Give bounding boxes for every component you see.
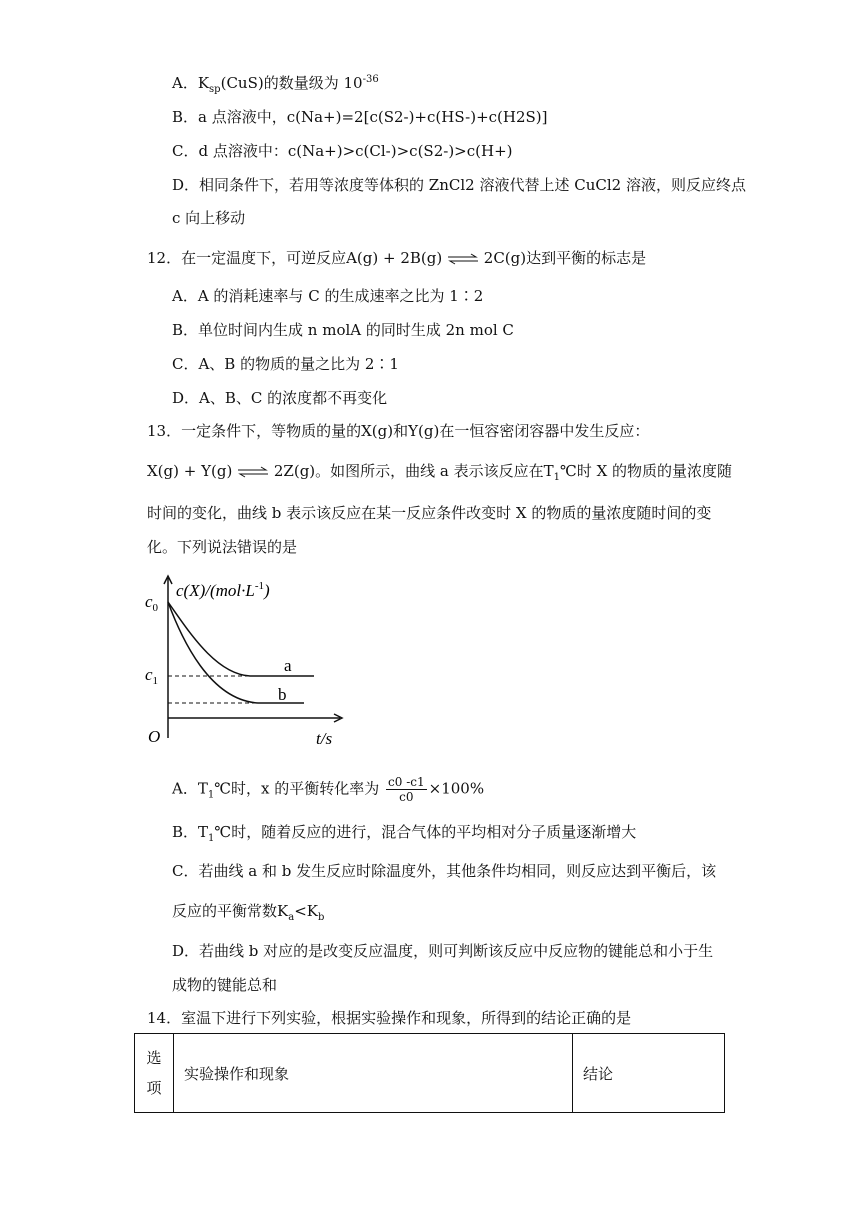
x-axis-label: t/s (316, 729, 333, 748)
q14-stem: 14．室温下进行下列实验，根据实验操作和现象，所得到的结论正确的是 (147, 1009, 632, 1027)
q13-option-d-line1: D．若曲线 b 对应的是改变反应温度，则可判断该反应中反应物的键能总和小于生 (172, 942, 714, 960)
q11-option-b: B．a 点溶液中，c(Na+)=2[c(S2-)+c(HS-)+c(H2S)] (172, 108, 548, 126)
q12-option-b: B．单位时间内生成 n molA 的同时生成 2n mol C (172, 321, 514, 339)
q13-stem-line1: 13．一定条件下，等物质的量的X(g)和Y(g)在一恒容密闭容器中发生反应： (147, 422, 650, 440)
curve-a-label: a (284, 656, 292, 675)
equilibrium-arrow-icon (447, 253, 479, 265)
q11-option-a: A．$K_{sp}(CuS)$的数量级为 $10^{-36}$ (172, 74, 379, 95)
q12-option-a: A．A 的消耗速率与 C 的生成速率之比为 1∶2 (172, 287, 484, 305)
q12-option-d: D．A、B、C 的浓度都不再变化 (172, 389, 388, 407)
q13-stem-line4: 化。下列说法错误的是 (147, 538, 298, 556)
q11-option-d-line1: D．相同条件下，若用等浓度等体积的 ZnCl2 溶液代替上述 CuCl2 溶液，则反应终点 (172, 176, 746, 194)
header-option: 选 项 (135, 1034, 174, 1113)
q13-option-a: A．$T_1℃$时，x 的平衡转化率为 $\frac{c0 -c1}{c0}$ ×100% (172, 775, 485, 804)
q13-option-d-line2: 成物的键能总和 (172, 976, 278, 994)
header-operation: 实验操作和现象 (174, 1034, 573, 1113)
curve-a (168, 602, 314, 676)
q12-option-c: C．A、B 的物质的量之比为 2∶1 (172, 355, 399, 373)
q13-stem-line2: X(g) + Y(g) 2Z(g)。如图所示，曲线 a 表示该反应在$T_1℃$时 X 的物质的量浓度随 (147, 462, 733, 483)
curve-b-label: b (278, 685, 287, 704)
q13-option-c-line1: C．若曲线 a 和 b 发生反应时除温度外，其他条件均相同，则反应达到平衡后，该 (172, 862, 717, 880)
conversion-fraction: $\frac{c0 -c1}{c0}$ (388, 775, 425, 804)
header-conclusion: 结论 (573, 1034, 725, 1113)
c1-label: $c_1$ (145, 665, 159, 687)
q11-option-d-line2: c 向上移动 (172, 209, 246, 227)
c0-label: $c_0$ (145, 592, 159, 614)
concentration-time-graph (140, 570, 360, 755)
table-header-row (135, 1034, 725, 1113)
q13-option-c-line2: 反应的平衡常数$K_a<K_b$ (172, 902, 325, 923)
equilibrium-arrow-icon (237, 466, 269, 478)
q12-stem: 12．在一定温度下，可逆反应A(g) + 2B(g) 2C(g)达到平衡的标志是 (147, 249, 647, 267)
experiment-table (134, 1033, 725, 1113)
q13-option-b: B．$T_1℃$时，随着反应的进行，混合气体的平均相对分子质量逐渐增大 (172, 823, 637, 844)
y-axis-label: $c(X)/(mol\cdot L^{-1})$ (176, 580, 270, 600)
q13-stem-line3: 时间的变化，曲线 b 表示该反应在某一反应条件改变时 X 的物质的量浓度随时间的变 (147, 504, 712, 522)
q11-option-c: C．d 点溶液中：c(Na+)>c(Cl-)>c(S2-)>c(H+) (172, 142, 513, 160)
origin-label: O (148, 727, 161, 746)
